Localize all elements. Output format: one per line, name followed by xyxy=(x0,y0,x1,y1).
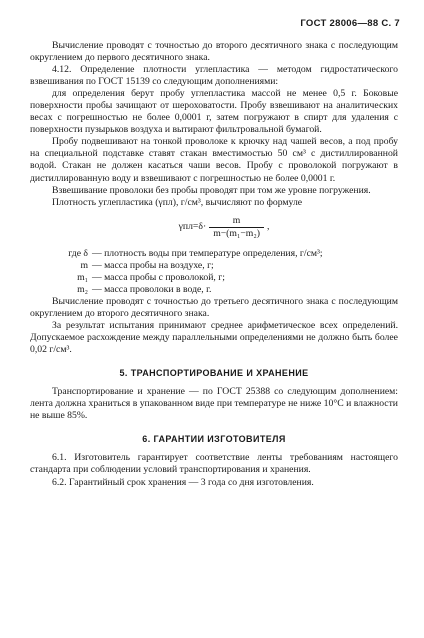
legend-symbol: где δ xyxy=(68,247,88,259)
legend-symbol: m xyxy=(80,259,88,271)
section-heading-5: 5. ТРАНСПОРТИРОВАНИЕ И ХРАНЕНИЕ xyxy=(119,368,309,379)
legend-symbol: m₂ xyxy=(77,283,88,295)
formula-legend xyxy=(30,248,398,296)
legend-row xyxy=(30,284,398,296)
paragraph-6-1: 6.1. Изготовитель гарантирует соответствие ленты требованиям настоящего стандарта при соблюдении условий транспортирования и хранения. xyxy=(30,452,398,476)
legend-symbol: m₁ xyxy=(77,271,88,283)
legend-row xyxy=(30,260,398,272)
legend-text: — масса пробы с проволокой, г; xyxy=(92,271,225,283)
legend-text: — масса проволоки в воде, г. xyxy=(92,283,212,295)
paragraph-rounding-1: Вычисление проводят с точностью до второго десятичного знака с последующим округлением до первого десятичного знака. xyxy=(30,40,398,64)
paragraph-weighing: Пробу подвешивают на тонкой проволоке к крючку над чашей весов, а под пробу на специальной подставке ставят стакан вместимостью 50 см³ с дистиллированной водой. Стакан не должен касаться чаши весов. Пробу с проволокой погружают в дистиллированную воду и взвешивают с погрешностью не более 0,0001 г. xyxy=(30,136,398,184)
legend-text: — плотность воды при температуре определения, г/см³; xyxy=(92,247,323,259)
legend-row xyxy=(30,272,398,284)
paragraph-wire-weighing: Взвешивание проволоки без пробы проводят при том же уровне погружения. xyxy=(52,184,371,196)
legend-text: — масса пробы на воздухе, г; xyxy=(92,259,214,271)
paragraph-result: За результат испытания принимают среднее арифметическое всех определений. Допускаемое расхождение между параллельными определениями не должно быть более 0,02 г/см³. xyxy=(30,320,398,356)
section-heading-6: 6. ГАРАНТИИ ИЗГОТОВИТЕЛЯ xyxy=(142,434,286,445)
paragraph-rounding-2: Вычисление проводят с точностью до третьего десятичного знака с последующим округлением до второго десятичного знака. xyxy=(30,295,398,319)
formula-tail: , xyxy=(266,221,270,233)
formula-lhs: γпл=δ· xyxy=(178,221,207,233)
density-formula xyxy=(50,215,398,240)
document-body xyxy=(30,40,398,489)
paragraph-transport: Транспортирование и хранение — по ГОСТ 25388 со следующим дополнением: лента должна храниться в упакованном виде при температуре не ниже 10°С и влажности не выше 85%. xyxy=(30,386,398,422)
paragraph-6-2: 6.2. Гарантийный срок хранения — 3 года со дня изготовления. xyxy=(52,476,314,488)
paragraph-sample-prep: для определения берут пробу углепластика массой не менее 0,5 г. Боковые поверхности пробы зачищают от шероховатости. Пробу взвешивают на аналитических весах с погрешностью не более 0,0001 г, затем погружают в спирт для удаления с поверхности пузырьков воздуха и вытирают фильтровальной бумагой. xyxy=(30,88,398,136)
formula-fraction xyxy=(209,215,264,240)
legend-row xyxy=(30,248,398,260)
paragraph-4-12: 4.12. Определение плотности углепластика — методом гидростатического взвешивания по ГОСТ 15139 со следующим дополнениями: xyxy=(30,64,398,88)
formula-denominator: m−(m₁−m₂) xyxy=(209,227,264,240)
paragraph-density-intro: Плотность углепластика (γпл), г/см³, вычисляют по формуле xyxy=(52,196,303,208)
page-header: ГОСТ 28006—88 С. 7 xyxy=(300,18,400,29)
formula-numerator: m xyxy=(232,214,241,226)
